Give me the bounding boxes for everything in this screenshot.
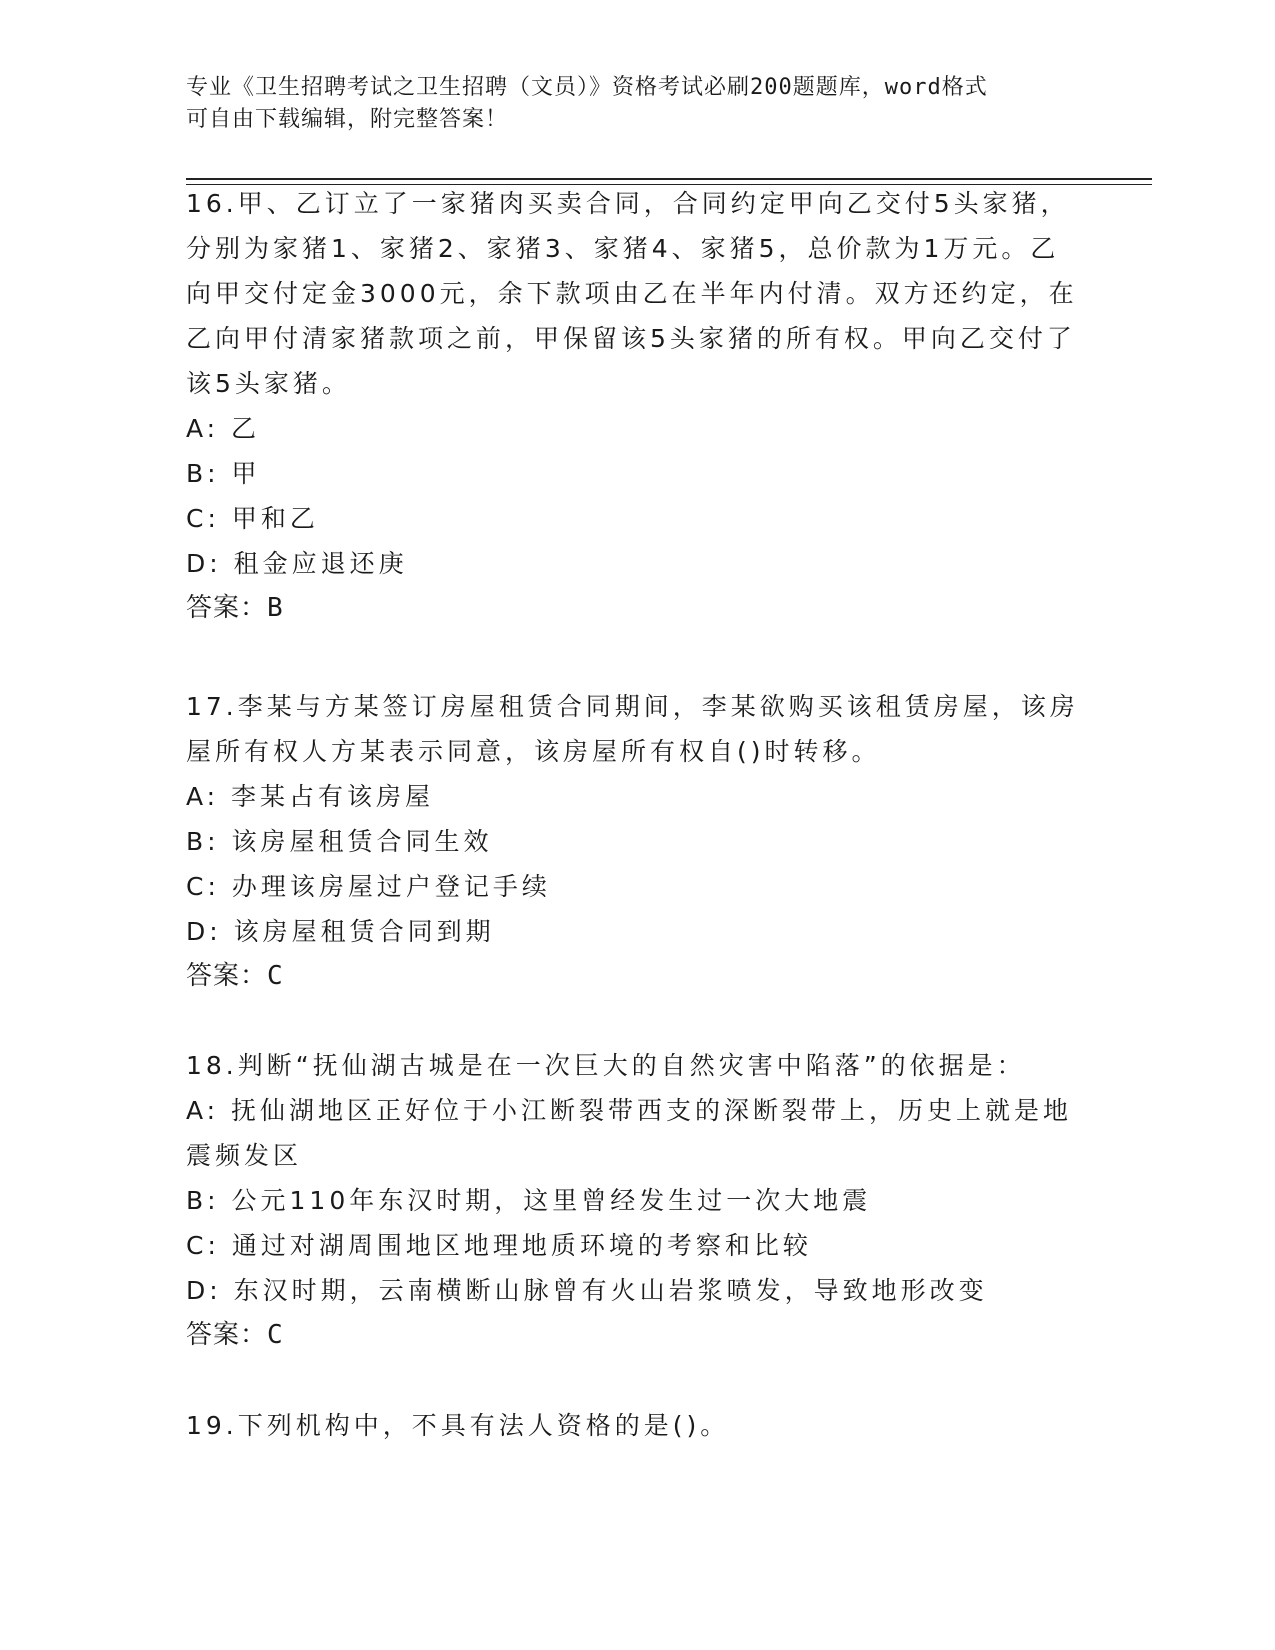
question-16-text: 16.甲、乙订立了一家猪肉买卖合同，合同约定甲向乙交付5头家猪，分别为家猪1、家猪2、家猪3、家猪4、家猪5，总价款为1万元。乙向甲交付定金3000元，余下款项由乙在半年内付清。双方还约定，在乙向甲付清家猪款项之前，甲保留该5头家猪的所有权。甲向乙交付了该5头家猪。 xyxy=(186,189,1078,398)
question-18-option-d: D: 东汉时期，云南横断山脉曾有火山岩浆喷发，导致地形改变 xyxy=(186,1276,988,1305)
question-18 xyxy=(186,1043,1086,1358)
question-17-option-c: C: 办理该房屋过户登记手续 xyxy=(186,872,551,901)
question-17-option-d: D: 该房屋租赁合同到期 xyxy=(186,917,495,946)
question-16-answer: 答案：B xyxy=(186,593,284,623)
question-17 xyxy=(186,684,1086,999)
document-header xyxy=(186,72,1086,136)
question-18-option-b: B: 公元110年东汉时期，这里曾经发生过一次大地震 xyxy=(186,1186,872,1215)
question-16-option-b: B: 甲 xyxy=(186,459,261,488)
question-18-option-a: A: 抚仙湖地区正好位于小江断裂带西支的深断裂带上，历史上就是地震频发区 xyxy=(186,1096,1073,1170)
question-19 xyxy=(186,1403,1086,1448)
question-19-text: 19.下列机构中，不具有法人资格的是()。 xyxy=(186,1411,730,1440)
question-17-text: 17.李某与方某签订房屋租赁合同期间，李某欲购买该租赁房屋，该房屋所有权人方某表示同意，该房屋所有权自()时转移。 xyxy=(186,692,1079,766)
question-18-text: 18.判断“抚仙湖古城是在一次巨大的自然灾害中陷落”的依据是： xyxy=(186,1051,1026,1080)
question-16-option-a: A: 乙 xyxy=(186,414,261,443)
question-17-option-b: B: 该房屋租赁合同生效 xyxy=(186,827,493,856)
question-16-option-c: C: 甲和乙 xyxy=(186,504,319,533)
question-17-option-a: A: 李某占有该房屋 xyxy=(186,782,435,811)
header-title-line-1: 专业《卫生招聘考试之卫生招聘（文员）》资格考试必刷200题题库，word格式 xyxy=(186,75,988,100)
header-title-line-2: 可自由下载编辑，附完整答案！ xyxy=(186,107,509,132)
question-18-answer: 答案：C xyxy=(186,1320,284,1350)
question-16 xyxy=(186,181,1086,631)
question-16-option-d: D: 租金应退还庚 xyxy=(186,549,408,578)
question-17-answer: 答案：C xyxy=(186,961,284,991)
question-18-option-c: C: 通过对湖周围地区地理地质环境的考察和比较 xyxy=(186,1231,812,1260)
